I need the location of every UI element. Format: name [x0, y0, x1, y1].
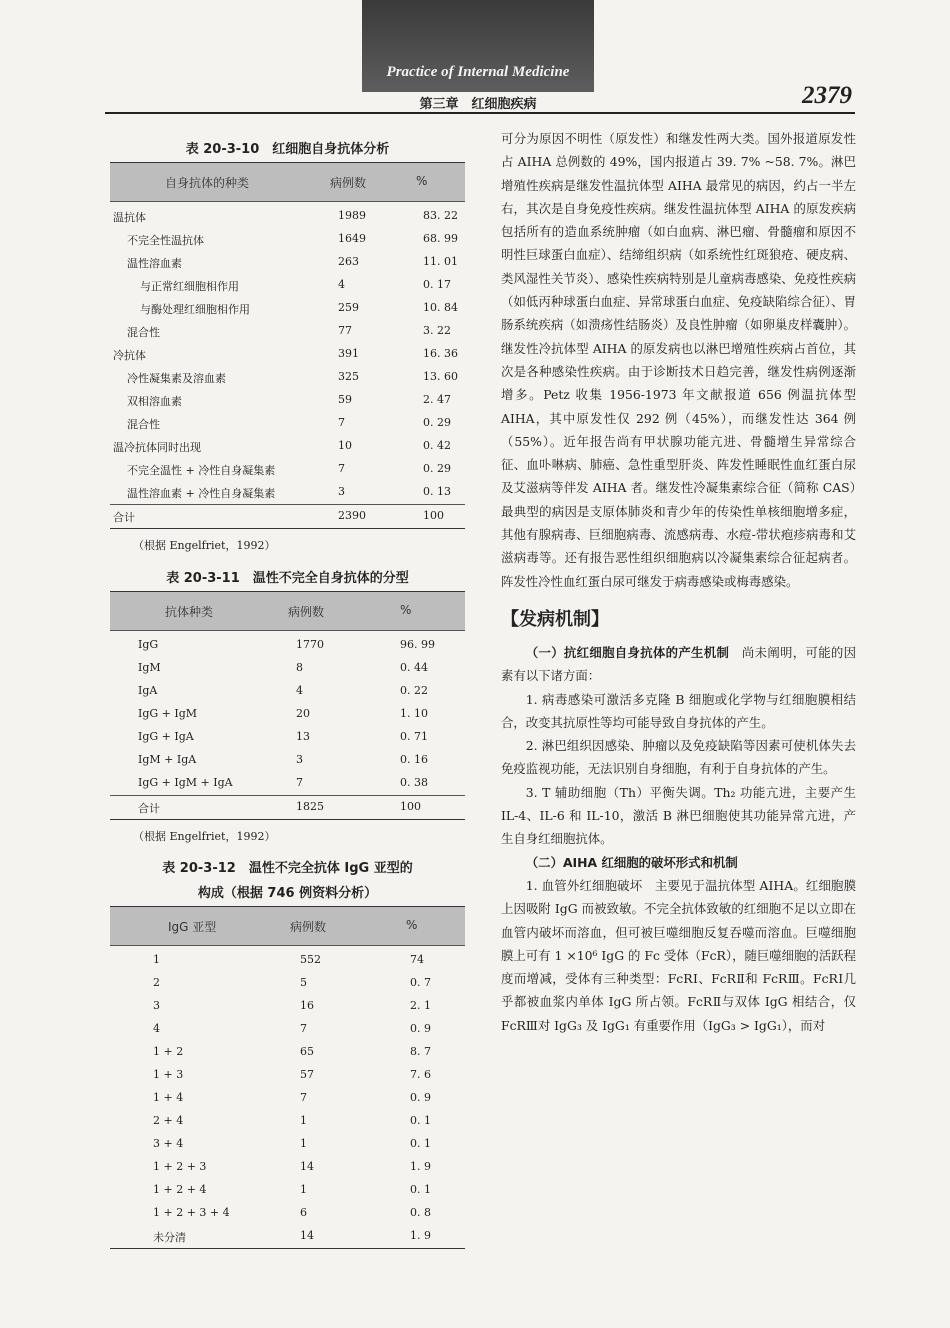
table-row — [110, 1133, 465, 1156]
cell-percent: 68. 99 — [423, 232, 458, 245]
cell-name: 温性溶血素 — [127, 257, 182, 270]
table-1-col-count: 病例数 — [330, 176, 367, 190]
cell-name: 不完全温性 + 冷性自身凝集素 — [127, 464, 276, 477]
table-2-header — [110, 591, 465, 631]
cell-name: 温性溶血素 + 冷性自身凝集素 — [127, 487, 276, 500]
cell-count: 3 — [296, 753, 303, 766]
chapter-title: 第三章 红细胞疾病 — [419, 97, 537, 112]
intro-paragraph: 可分为原因不明性（原发性）和继发性两大类。国外报道原发性占 AIHA 总例数的 49%，国内报道占 39. 7% ~58. 7%。淋巴增殖性疾病是继发性温抗体型 AIHA 最常见的病因，约占一半左右，其次是自身免疫性疾病。继发性温抗体型 AIHA 的原发疾病包括所有的造血系统肿瘤（如白血病、淋巴瘤、骨髓瘤和原因不明性巨球蛋白血症）、结缔组织病（如系统性红斑狼疮、硬皮病、类风湿性关节炎）、感染性疾病特别是儿童病毒感染、免疫性疾病（如低丙种球蛋白血症、异常球蛋白血症、免疫缺陷综合征）、胃肠系统疾病（如溃疡性结肠炎）及良性肿瘤（如卵巢皮样囊肿）。继发性冷抗体型 AIHA 的原发病也以淋巴增殖性疾病占首位，其次是各种感染性疾病。由于诊断技术日趋完善，继发性病例逐渐增多。Petz 收集 1956-1973 年文献报道 656 例温抗体型 AIHA，其中原发性仅 292 例（45%），而继发性达 364 例（55%）。近年报告尚有甲状腺功能亢进、骨髓增生异常综合征、血卟啉病、肺癌、急性重型肝炎、阵发性睡眠性血红蛋白尿及艾滋病等伴发 AIHA 者。继发性冷凝集素综合征（简称 CAS）最典型的病因是支原体肺炎和青少年的传染性单核细胞增多症，其他有腺病毒、巨细胞病毒、流感病毒、水痘-带状疱疹病毒和艾滋病毒等。还有报告恶性组织细胞病以冷凝集素综合征起病者。阵发性冷性血红蛋白尿可继发于病毒感染或梅毒感染。 — [501, 131, 856, 589]
cell-count: 325 — [338, 370, 359, 383]
table-3-caption-line2: 构成（根据 746 例资料分析） — [197, 886, 378, 901]
table-row — [110, 1018, 465, 1041]
cell-count: 16 — [300, 999, 314, 1012]
header-rule — [105, 112, 855, 114]
table-row — [110, 1110, 465, 1133]
table-3-caption: 表 20-3-12 温性不完全抗体 IgG 亚型的 — [162, 861, 413, 876]
cell-percent: 2. 47 — [423, 393, 451, 406]
cell-percent: 0. 44 — [400, 661, 428, 674]
cell-count: 65 — [300, 1045, 314, 1058]
cell-percent: 0. 8 — [410, 1206, 431, 1219]
cell-count: 57 — [300, 1068, 314, 1081]
sub1-title: （一）抗红细胞自身抗体的产生机制 — [525, 644, 730, 660]
cell-name: IgG — [138, 638, 159, 651]
cell-count: 7 — [338, 416, 345, 429]
section-title: 【发病机制】 — [501, 608, 609, 630]
cell-count: 3 — [338, 485, 345, 498]
cell-percent: 0. 1 — [410, 1114, 431, 1127]
sub2-title: （二）AIHA 红细胞的破坏形式和机制 — [525, 854, 738, 870]
cell-count: 1649 — [338, 232, 366, 245]
cell-percent: 1. 9 — [410, 1160, 431, 1173]
table-1-col-percent: % — [416, 174, 428, 188]
cell-count: 1 — [300, 1137, 307, 1150]
cell-percent: 7. 6 — [410, 1068, 431, 1081]
cell-name: 1 + 3 — [153, 1068, 184, 1081]
table-row — [110, 1064, 465, 1087]
cell-percent: 74 — [410, 953, 424, 966]
sub1-text: 尚未阐明，可能的因素有以下诸方面： — [501, 644, 857, 684]
cell-percent: 0. 9 — [410, 1091, 431, 1104]
cell-name: 1 + 2 + 3 — [153, 1160, 207, 1173]
cell-count: 77 — [338, 324, 352, 337]
cell-percent: 8. 7 — [410, 1045, 431, 1058]
cell-name: 3 + 4 — [153, 1137, 184, 1150]
cell-percent: 10. 84 — [423, 301, 458, 314]
cell-name: IgG + IgM — [138, 707, 198, 720]
cell-percent: 0. 29 — [423, 416, 451, 429]
table-row — [110, 389, 465, 412]
table-row — [110, 343, 465, 366]
cell-count: 8 — [296, 661, 303, 674]
table-2-note: （根据 Engelfriet，1992） — [133, 830, 276, 843]
cell-name: 1 — [153, 953, 160, 966]
table-row — [110, 481, 465, 504]
cell-percent: 0. 9 — [410, 1022, 431, 1035]
cell-name: IgM — [138, 661, 161, 674]
cell-percent: 2. 1 — [410, 999, 431, 1012]
table-3-body — [110, 949, 465, 1248]
cell-percent: 0. 1 — [410, 1183, 431, 1196]
table-3 — [110, 906, 465, 1249]
table-1 — [110, 162, 465, 529]
cell-name: 1 + 2 — [153, 1045, 184, 1058]
cell-count: 6 — [300, 1206, 307, 1219]
cell-percent: 100 — [400, 800, 421, 813]
item-1: 1. 病毒感染可激活多克隆 B 细胞或化学物与红细胞膜相结合，改变其抗原性等均可能导致自身抗体的产生。 — [501, 691, 856, 730]
cell-name: 不完全性温抗体 — [127, 234, 204, 247]
cell-name: 温抗体 — [113, 211, 146, 224]
cell-count: 7 — [300, 1022, 307, 1035]
cell-name: IgM + IgA — [138, 753, 197, 766]
table-1-header — [110, 162, 465, 202]
table-1-note: （根据 Engelfriet，1992） — [133, 539, 276, 552]
cell-count: 20 — [296, 707, 310, 720]
sub2-paragraph — [501, 851, 856, 874]
table-3-header — [110, 906, 465, 946]
cell-name: 未分清 — [153, 1231, 186, 1244]
cell-percent: 0. 17 — [423, 278, 451, 291]
cell-percent: 0. 1 — [410, 1137, 431, 1150]
journal-title: Practice of Internal Medicine — [386, 64, 570, 80]
table-3-col-count: 病例数 — [290, 920, 327, 934]
table-3-col-name: IgG 亚型 — [168, 920, 217, 934]
cell-name: 1 + 2 + 3 + 4 — [153, 1206, 230, 1219]
cell-name: 混合性 — [127, 326, 160, 339]
item-4: 1. 血管外红细胞破坏 主要见于温抗体型 AIHA。红细胞膜上因吸附 IgG 而被致敏。不完全抗体致敏的红细胞不足以立即在血管内破坏而溶血，但可被巨噬细胞反复吞噬而溶血。巨噬细胞膜上可有 1 ×10⁶ IgG 的 Fc 受体（FcR），随巨噬细胞的活跃程度而增减，受体有三种类型：FcRⅠ、FcRⅡ和 FcRⅢ。FcRⅠ几乎都被血浆内单体 IgG 所占领。FcRⅡ与双体 IgG 相结合，仅 FcRⅢ对 IgG₃ 及 IgG₁ 有重要作用（IgG₃ > IgG₁），而对 — [501, 877, 856, 1033]
cell-name: 冷性凝集素及溶血素 — [127, 372, 226, 385]
table-row — [110, 366, 465, 389]
table-row — [110, 458, 465, 481]
cell-count: 1825 — [296, 800, 324, 813]
table-1-bottom-rule — [110, 528, 465, 529]
cell-count: 259 — [338, 301, 359, 314]
item-2: 2. 淋巴组织因感染、肿瘤以及免疫缺陷等因素可使机体失去免疫监视功能，无法识别自身细胞，有利于自身抗体的产生。 — [501, 738, 856, 777]
cell-percent: 0. 38 — [400, 776, 428, 789]
cell-name: IgG + IgA — [138, 730, 194, 743]
table-row — [110, 949, 465, 972]
cell-percent: 1. 10 — [400, 707, 428, 720]
table-row — [110, 1156, 465, 1179]
cell-name: 温冷抗体同时出现 — [113, 441, 201, 454]
table-2-col-name: 抗体种类 — [165, 605, 214, 619]
cell-name: 4 — [153, 1022, 160, 1035]
table-row — [110, 972, 465, 995]
table-row — [110, 703, 465, 726]
cell-percent: 0. 71 — [400, 730, 428, 743]
cell-name: 1 + 2 + 4 — [153, 1183, 207, 1196]
cell-percent: 100 — [423, 509, 444, 522]
cell-count: 1989 — [338, 209, 366, 222]
table-row — [110, 634, 465, 657]
table-row — [110, 320, 465, 343]
page-number: 2379 — [802, 82, 852, 109]
cell-name: 冷抗体 — [113, 349, 146, 362]
table-row — [110, 412, 465, 435]
table-row — [110, 1225, 465, 1248]
table-3-bottom-rule — [110, 1248, 465, 1249]
cell-name: IgA — [138, 684, 158, 697]
table-row — [110, 251, 465, 274]
cell-percent: 0. 42 — [423, 439, 451, 452]
cell-name: IgG + IgM + IgA — [138, 776, 233, 789]
table-row — [110, 1179, 465, 1202]
table-row — [110, 1041, 465, 1064]
cell-count: 7 — [300, 1091, 307, 1104]
table-2-bottom-rule — [110, 819, 465, 820]
cell-count: 13 — [296, 730, 310, 743]
cell-count: 4 — [296, 684, 303, 697]
cell-count: 4 — [338, 278, 345, 291]
table-row — [110, 228, 465, 251]
table-row — [110, 205, 465, 228]
cell-count: 14 — [300, 1229, 314, 1242]
table-2-col-count: 病例数 — [288, 605, 325, 619]
cell-count: 14 — [300, 1160, 314, 1173]
cell-name: 3 — [153, 999, 160, 1012]
cell-count: 263 — [338, 255, 359, 268]
cell-name: 双相溶血素 — [127, 395, 182, 408]
cell-percent: 0. 13 — [423, 485, 451, 498]
cell-percent: 0. 7 — [410, 976, 431, 989]
table-row — [110, 726, 465, 749]
table-row — [110, 795, 465, 819]
table-2 — [110, 591, 465, 820]
cell-percent: 0. 22 — [400, 684, 428, 697]
item-3: 3. T 辅助细胞（Th）平衡失调。Th₂ 功能亢进，主要产生 IL-4、IL-6 和 IL-10，激活 B 淋巴细胞使其功能异常亢进，产生自身红细胞抗体。 — [501, 784, 856, 847]
cell-count: 552 — [300, 953, 321, 966]
table-2-col-percent: % — [400, 603, 412, 617]
cell-percent: 1. 9 — [410, 1229, 431, 1242]
table-row — [110, 772, 465, 795]
header-banner — [362, 0, 594, 92]
cell-count: 7 — [338, 462, 345, 475]
cell-count: 7 — [296, 776, 303, 789]
table-row — [110, 680, 465, 703]
cell-percent: 83. 22 — [423, 209, 458, 222]
cell-percent: 13. 60 — [423, 370, 458, 383]
table-row — [110, 504, 465, 528]
table-row — [110, 435, 465, 458]
cell-percent: 96. 99 — [400, 638, 435, 651]
table-row — [110, 749, 465, 772]
cell-name: 2 + 4 — [153, 1114, 184, 1127]
cell-count: 391 — [338, 347, 359, 360]
table-row — [110, 297, 465, 320]
cell-percent: 11. 01 — [423, 255, 458, 268]
table-3-col-percent: % — [406, 918, 418, 932]
cell-name: 与正常红细胞相作用 — [140, 280, 239, 293]
table-1-col-name: 自身抗体的种类 — [165, 176, 250, 190]
cell-count: 2390 — [338, 509, 366, 522]
cell-name: 混合性 — [127, 418, 160, 431]
cell-count: 5 — [300, 976, 307, 989]
table-2-caption: 表 20-3-11 温性不完全自身抗体的分型 — [166, 571, 409, 586]
cell-name: 1 + 4 — [153, 1091, 184, 1104]
cell-count: 1 — [300, 1183, 307, 1196]
right-column — [501, 127, 856, 1037]
cell-percent: 0. 29 — [423, 462, 451, 475]
cell-percent: 0. 16 — [400, 753, 428, 766]
sub1-paragraph — [501, 641, 856, 688]
table-row — [110, 274, 465, 297]
table-1-body — [110, 205, 465, 528]
table-row — [110, 657, 465, 680]
cell-percent: 16. 36 — [423, 347, 458, 360]
cell-count: 1 — [300, 1114, 307, 1127]
cell-count: 59 — [338, 393, 352, 406]
cell-percent: 3. 22 — [423, 324, 451, 337]
cell-count: 1770 — [296, 638, 324, 651]
table-1-caption: 表 20-3-10 红细胞自身抗体分析 — [185, 142, 390, 157]
cell-name: 2 — [153, 976, 160, 989]
table-row — [110, 995, 465, 1018]
table-row — [110, 1087, 465, 1110]
cell-name: 合计 — [113, 511, 135, 524]
cell-name: 与酶处理红细胞相作用 — [140, 303, 250, 316]
table-row — [110, 1202, 465, 1225]
cell-name: 合计 — [138, 802, 160, 815]
table-2-body — [110, 634, 465, 819]
cell-count: 10 — [338, 439, 352, 452]
